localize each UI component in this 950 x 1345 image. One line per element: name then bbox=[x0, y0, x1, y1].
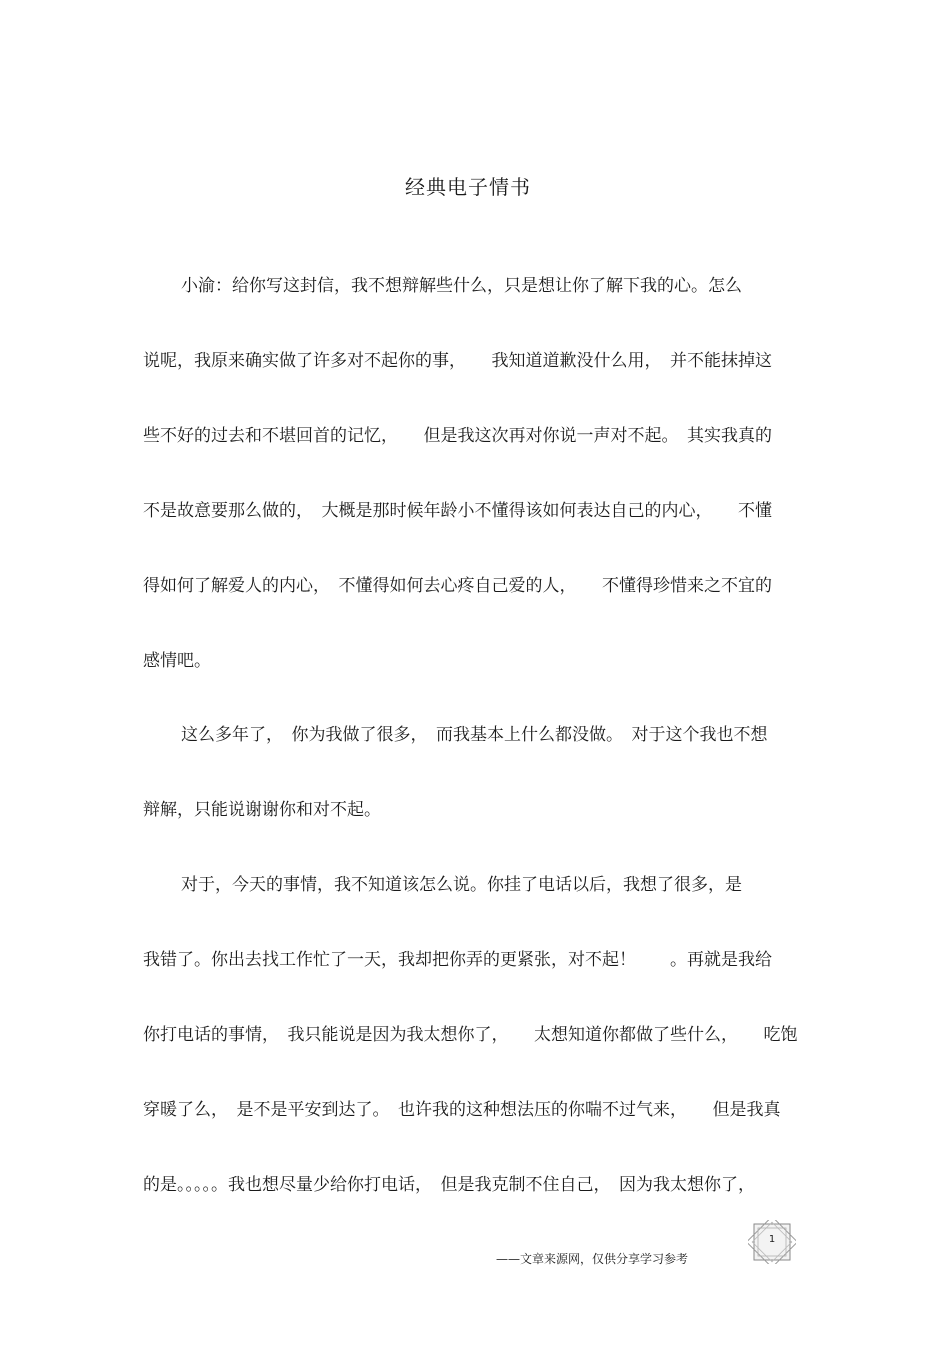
paragraph-line: 不是故意要那么做的， 大概是那时候年龄小不懂得该如何表达自己的内心， 不懂 bbox=[143, 501, 772, 521]
page-number-badge bbox=[748, 1220, 796, 1264]
paragraph-line: 得如何了解爱人的内心， 不懂得如何去心疼自己爱的人， 不懂得珍惜来之不宜的 bbox=[143, 576, 772, 596]
page-number: 1 bbox=[768, 1234, 776, 1245]
paragraph-line: 些不好的过去和不堪回首的记忆， 但是我这次再对你说一声对不起。 其实我真的 bbox=[143, 426, 772, 446]
paragraph-line: 穿暖了么， 是不是平安到达了。 也许我的这种想法压的你喘不过气来， 但是我真 bbox=[143, 1100, 781, 1120]
paragraph-line: 这么多年了， 你为我做了很多， 而我基本上什么都没做。 对于这个我也不想 bbox=[181, 725, 768, 745]
paragraph-line: 小渝：给你写这封信，我不想辩解些什么，只是想让你了解下我的心。怎么 bbox=[181, 276, 742, 296]
paragraph-line: 的是。。。。。我也想尽量少给你打电话， 但是我克制不住自己， 因为我太想你了， bbox=[143, 1175, 755, 1195]
paragraph-line: 感情吧。 bbox=[143, 651, 211, 671]
document-title: 经典电子情书 bbox=[405, 175, 531, 199]
paragraph-line: 对于，今天的事情，我不知道该怎么说。你挂了电话以后，我想了很多，是 bbox=[181, 875, 742, 895]
footer-source-note: ——文章来源网，仅供分享学习参考 bbox=[496, 1252, 689, 1266]
paragraph-line: 说呢，我原来确实做了许多对不起你的事， 我知道道歉没什么用， 并不能抹掉这 bbox=[143, 351, 772, 371]
paragraph-line: 我错了。你出去找工作忙了一天，我却把你弄的更紧张，对不起！ 。再就是我给 bbox=[143, 950, 772, 970]
paragraph-line: 辩解，只能说谢谢你和对不起。 bbox=[143, 800, 381, 820]
paragraph-line: 你打电话的事情， 我只能说是因为我太想你了， 太想知道你都做了些什么， 吃饱 bbox=[143, 1025, 798, 1045]
